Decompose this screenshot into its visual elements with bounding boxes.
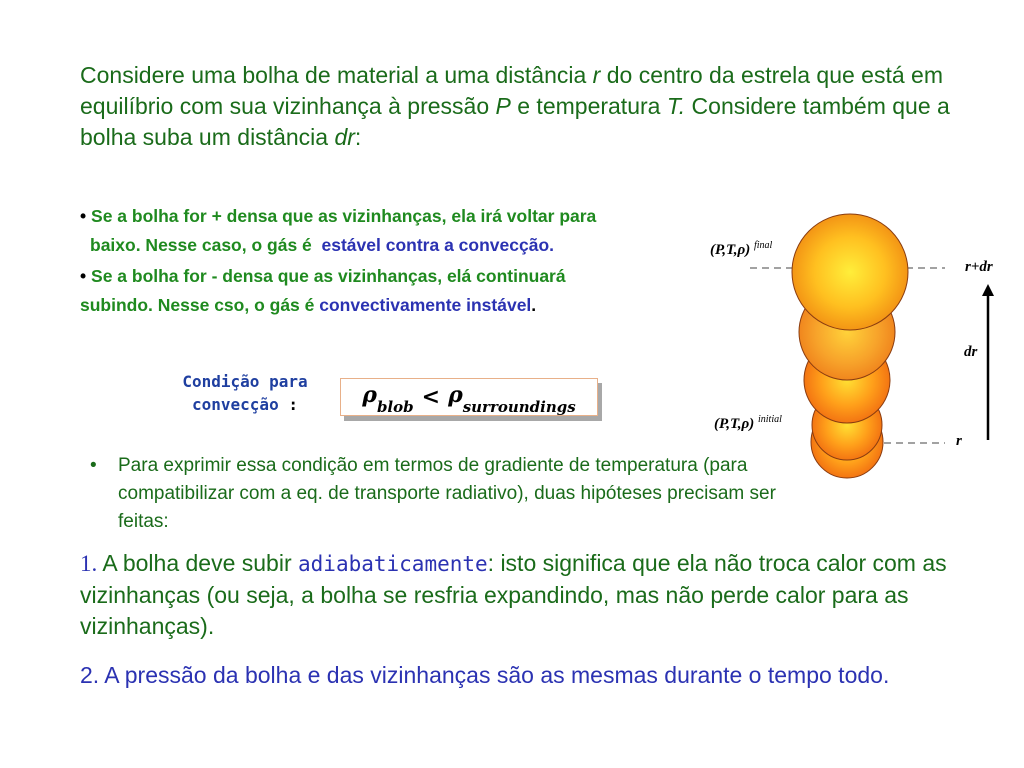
label-dr: dr (964, 344, 978, 360)
intro-text: do centro da estrela que está em equilíbrio com sua vizinhança à pressão (80, 62, 943, 119)
formula-less-than: < (421, 384, 441, 410)
bullet-marker: • (80, 206, 87, 226)
hypothesis-keyword: adiabaticamente (298, 552, 488, 576)
initial-superscript: initial (757, 414, 782, 425)
intro-var-dr: dr (334, 124, 355, 150)
initial-state: (P,T,ρ) (714, 416, 755, 432)
intro-paragraph (80, 60, 960, 153)
arrow-head (982, 284, 994, 296)
formula-box (340, 378, 598, 416)
intro-text: : (354, 124, 362, 150)
bullet-text: Se a bolha for + densa que as vizinhanças, ela irá voltar para (91, 206, 597, 226)
list-text: Para exprimir essa condição em termos de gradiente de temperatura (para compatibilizar com a eq. de transporte radiativo), duas hipóteses precisam ser feitas: (118, 455, 776, 532)
intro-var-t: T. (666, 93, 686, 119)
bullet-text: subindo. Nesse cso, o gás é (80, 295, 320, 315)
bullet-highlight: convectivamente instável (319, 295, 532, 315)
intro-var-r: r (592, 62, 601, 88)
final-superscript: final (753, 240, 773, 251)
formula-sub-blob: blob (376, 397, 414, 416)
bullet-marker: • (80, 266, 87, 286)
formula-rho: ρ (448, 382, 463, 409)
convection-formula (341, 379, 597, 415)
label-r-plus-dr: r+dr (965, 259, 993, 275)
bubble-diagram (700, 200, 1020, 520)
intro-text: Considere uma bolha de material a uma distância (80, 62, 593, 88)
formula-sub-surroundings: surroundings (462, 397, 576, 416)
list-marker: • (90, 455, 97, 476)
bullet-text: . (531, 295, 537, 315)
hypothesis-text: : isto significa que ela não troca calor com as vizinhanças (ou seja, a bolha se resfria expandindo, mas não perde calor para as vizinhanças). (80, 550, 947, 639)
hypothesis-intro (90, 452, 780, 536)
intro-var-p: P (495, 93, 511, 119)
bullet-dense (80, 202, 596, 260)
label-initial (714, 414, 782, 433)
bullet-text: Se a bolha for - densa que as vizinhanças, elá continuará (91, 266, 566, 286)
bullet-highlight: estável contra a convecção. (321, 235, 554, 255)
hypothesis-text: A bolha deve subir (97, 550, 299, 576)
hypothesis-2 (80, 660, 980, 691)
final-state: (P,T,ρ) (710, 242, 751, 258)
hypothesis-1 (80, 548, 980, 642)
bullet-text: baixo. Nesse caso, o gás é (90, 235, 312, 255)
hypothesis-number: 1. (80, 551, 98, 576)
intro-text: Considere também que a bolha suba um distância (80, 93, 950, 150)
label-r: r (956, 433, 962, 449)
intro-text: e temperatura (510, 93, 667, 119)
hypothesis-text: 2. A pressão da bolha e das vizinhanças são as mesmas durante o tempo todo. (80, 662, 890, 688)
formula-rho: ρ (362, 382, 377, 409)
bubble-circle-final (792, 214, 908, 330)
condition-text: Condição para convecção (182, 372, 308, 414)
label-final (710, 240, 772, 259)
condition-colon: : (288, 395, 298, 414)
condition-label (160, 370, 330, 416)
bullet-light (80, 262, 566, 320)
